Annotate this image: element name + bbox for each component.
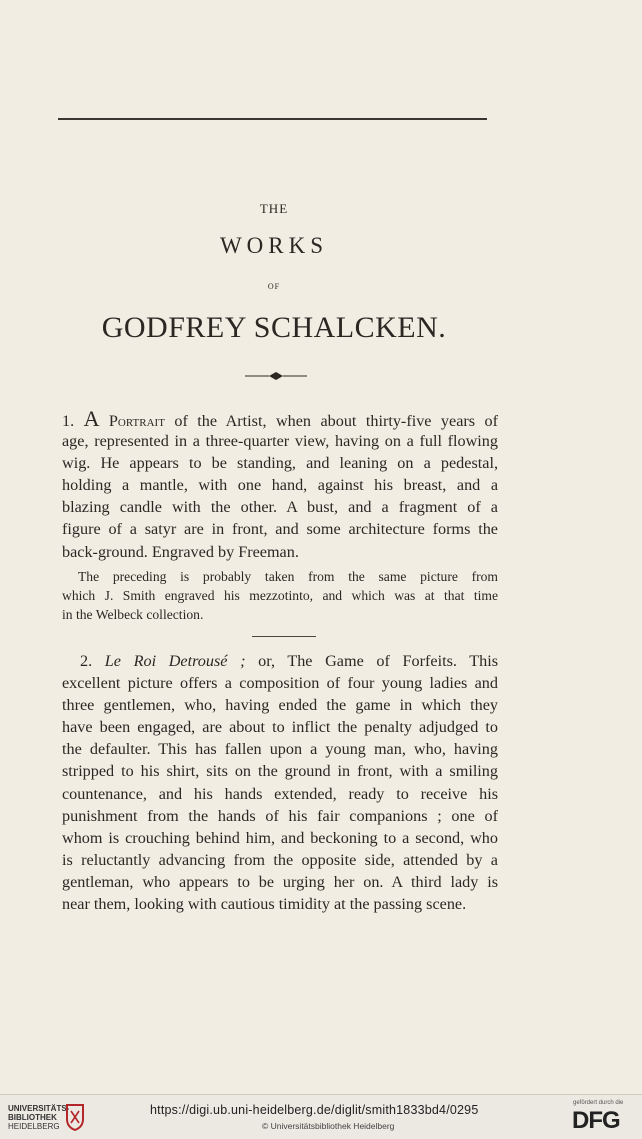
entry-1-line: age, represented in a three-quarter view, having on a full flowing [62,432,498,451]
viewer-footer [0,1094,642,1139]
note-line: which J. Smith engraved his mezzotinto, and which was at that time [62,588,498,604]
ornament-divider-icon [245,370,307,382]
entry-2-line: have been engaged, are about to inflict the penalty adjudged to [62,718,498,737]
library-logo-line: UNIVERSITÄTS- [8,1104,70,1113]
entry-1 [62,408,498,563]
entry-1-note [62,567,498,625]
entry-1-lead: Portrait [108,412,165,430]
entry-2 [62,650,498,915]
note-line: in the Welbeck collection. [62,607,204,623]
funding-label: gefördert durch die [573,1100,624,1106]
university-crest-icon [64,1103,86,1131]
entry-1-line: wig. He appears to be standing, and leaning on a pedestal, [62,454,498,473]
entry-2-line: is reluctantly advancing from the opposite side, attended by a [62,850,498,869]
heading-works: WORKS [219,233,329,258]
entry-1-line: back-ground. Engraved by Freeman. [62,542,299,561]
heading-of: OF [267,282,281,291]
entry-2-line: stripped to his shirt, sits on the ground in front, with a smiling [62,762,498,781]
entry-2-line: punishment from the hands of his fair companions ; one of [62,806,498,825]
heading-the: THE [259,201,289,216]
dfg-logo[interactable]: DFG [572,1107,620,1134]
entry-2-title-rest: or, The Game of Forfeits. This [258,652,498,670]
entry-2-title: Le Roi Detrousé ; [104,652,246,670]
entry-1-number: 1. [62,412,75,430]
library-logo-line: HEIDELBERG [8,1122,60,1131]
entry-2-line: whom is crouching behind him, and beckoning to a second, who [62,828,498,847]
entry-2-number: 2. [80,652,93,670]
library-logo[interactable] [8,1104,69,1131]
entry-1-line: blazing candle with the other. A bust, and a fragment of a [62,498,498,517]
copyright-text: © Universitätsbibliothek Heidelberg [262,1121,395,1131]
entry-2-line: excellent picture offers a composition of four young ladies and [62,674,498,693]
entry-separator [252,636,316,637]
entry-2-line: near them, looking with cautious timidity at the passing scene. [62,895,467,914]
note-line: The preceding is probably taken from the same picture from [78,569,498,584]
entry-2-line: three gentlemen, who, having ended the game in which they [62,696,498,715]
entry-2-line: gentleman, who appears to be urging her on. A third lady is [62,872,498,891]
permalink-url[interactable]: https://digi.ub.uni-heidelberg.de/diglit/smith1833bd4/0295 [150,1103,479,1117]
top-rule [58,118,487,120]
heading-artist-name: GODFREY SCHALCKEN. [101,311,447,344]
entry-1-line: figure of a satyr are in front, and some architecture forms the [62,520,498,539]
entry-2-line: countenance, and his hands extended, ready to receive his [62,784,498,803]
entry-1-line: of the Artist, when about thirty-five years of [174,412,498,430]
library-logo-line: BIBLIOTHEK [8,1113,57,1122]
entry-2-line: the defaulter. This has fallen upon a young man, who, having [62,740,498,759]
entry-1-line: holding a mantle, with one hand, against his breast, and a [62,476,498,495]
entry-1-drop-letter: A [83,408,100,431]
